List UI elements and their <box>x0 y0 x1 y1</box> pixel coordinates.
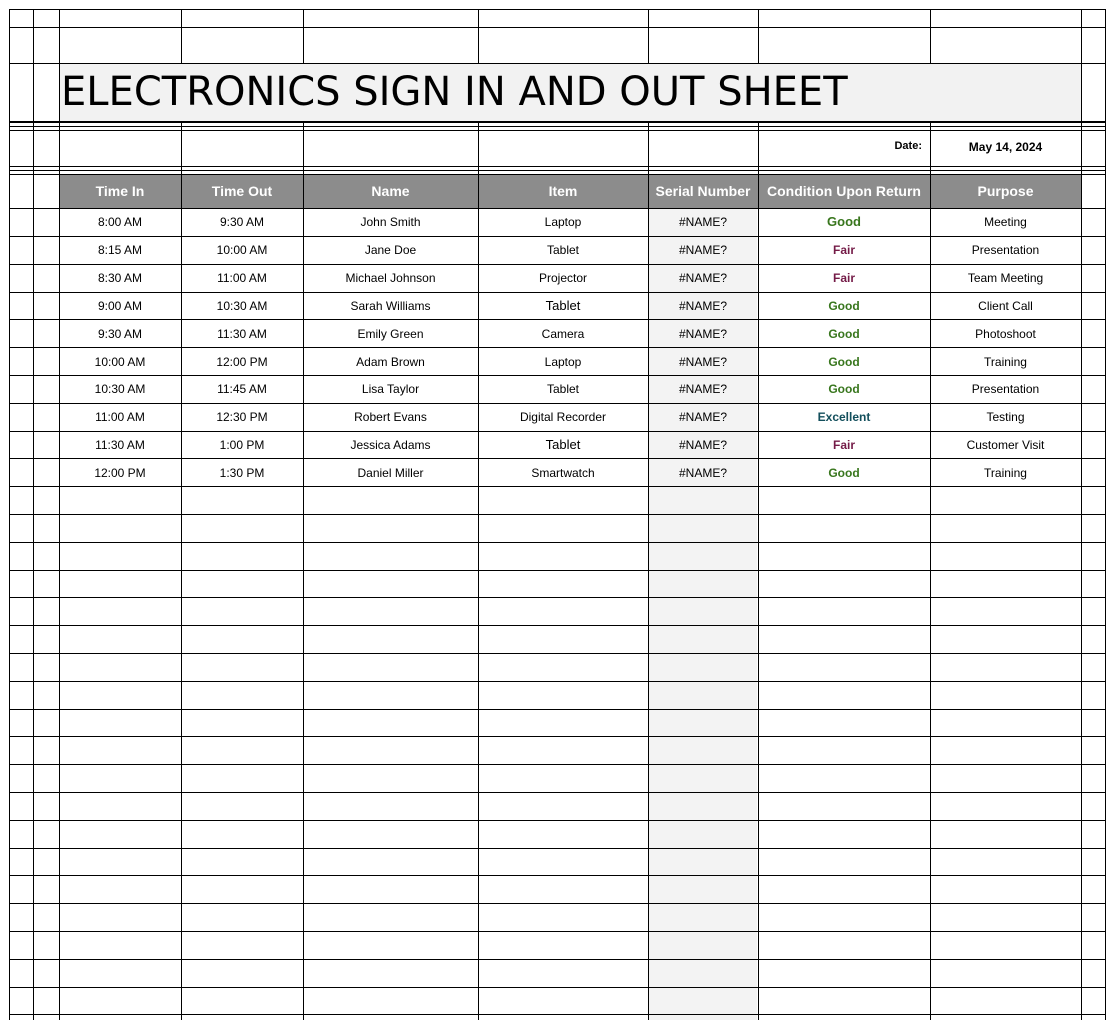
table-cell-name[interactable]: Sarah Williams <box>350 299 431 313</box>
table-cell-serial[interactable]: #NAME? <box>678 299 728 313</box>
grid-hline <box>9 820 1106 821</box>
grid-vline <box>1105 9 1106 1020</box>
grid-hline <box>9 27 1106 28</box>
table-cell-time-in[interactable]: 10:00 AM <box>94 355 146 369</box>
grid-hline <box>9 63 1106 64</box>
column-header[interactable]: Purpose <box>977 183 1034 199</box>
grid-hline <box>9 625 1106 626</box>
grid-vline <box>930 9 931 63</box>
grid-hline <box>9 542 1106 543</box>
table-cell-condition[interactable]: Good <box>828 355 860 369</box>
table-cell-time-out[interactable]: 10:00 AM <box>216 243 268 257</box>
grid-hline <box>9 736 1106 737</box>
column-header[interactable]: Time Out <box>211 183 273 199</box>
grid-hline <box>9 597 1106 598</box>
table-cell-purpose[interactable]: Meeting <box>984 215 1027 229</box>
column-header[interactable]: Serial Number <box>655 183 751 199</box>
grid-hline <box>9 170 1106 171</box>
grid-hline <box>9 1014 1106 1015</box>
grid-vline <box>303 9 304 63</box>
table-cell-serial[interactable]: #NAME? <box>678 327 728 341</box>
table-cell-item[interactable]: Projector <box>538 271 588 285</box>
date-value[interactable]: May 14, 2024 <box>968 140 1043 154</box>
table-cell-time-in[interactable]: 12:00 PM <box>94 466 146 480</box>
table-cell-time-in[interactable]: 10:30 AM <box>94 382 146 396</box>
grid-hline <box>9 653 1106 654</box>
table-cell-serial[interactable]: #NAME? <box>678 410 728 424</box>
grid-hline <box>9 987 1106 988</box>
column-header[interactable]: Item <box>548 183 578 199</box>
grid-vline <box>648 9 649 63</box>
grid-hline <box>9 9 1106 10</box>
grid-hline <box>9 959 1106 960</box>
grid-hline <box>9 514 1106 515</box>
table-cell-serial[interactable]: #NAME? <box>678 271 728 285</box>
table-cell-condition[interactable]: Fair <box>832 271 855 285</box>
table-cell-purpose[interactable]: Customer Visit <box>966 438 1045 452</box>
table-cell-condition[interactable]: Fair <box>832 243 855 257</box>
table-cell-item[interactable]: Tablet <box>546 243 580 257</box>
grid-vline <box>59 9 60 1020</box>
column-header[interactable]: Condition Upon Return <box>767 183 921 199</box>
grid-vline <box>1081 9 1082 1020</box>
table-cell-name[interactable]: Emily Green <box>357 327 424 341</box>
table-cell-time-out[interactable]: 11:00 AM <box>217 271 267 285</box>
grid-hline <box>9 709 1106 710</box>
table-cell-time-out[interactable]: 1:30 PM <box>219 466 265 480</box>
table-cell-time-in[interactable]: 8:00 AM <box>97 215 143 229</box>
table-cell-item[interactable]: Digital Recorder <box>519 410 607 424</box>
grid-vline <box>758 9 759 63</box>
table-cell-item[interactable]: Tablet <box>546 382 580 396</box>
table-cell-time-in[interactable]: 8:15 AM <box>97 243 143 257</box>
table-cell-time-in[interactable]: 11:00 AM <box>95 410 145 424</box>
grid-vline <box>33 9 34 1020</box>
table-cell-item[interactable]: Laptop <box>544 355 582 369</box>
table-cell-purpose[interactable]: Team Meeting <box>967 271 1044 285</box>
table-cell-time-out[interactable]: 9:30 AM <box>219 215 265 229</box>
table-cell-name[interactable]: John Smith <box>360 215 421 229</box>
table-cell-name[interactable]: Jane Doe <box>364 243 417 257</box>
grid-hline <box>9 764 1106 765</box>
table-cell-condition[interactable]: Good <box>828 382 860 396</box>
date-label[interactable]: Date: <box>894 140 922 152</box>
table-cell-purpose[interactable]: Presentation <box>971 243 1040 257</box>
table-cell-name[interactable]: Daniel Miller <box>357 466 424 480</box>
table-cell-condition[interactable]: Good <box>827 214 861 229</box>
table-cell-purpose[interactable]: Client Call <box>978 299 1033 313</box>
table-cell-purpose[interactable]: Testing <box>986 410 1025 424</box>
grid-hline <box>9 126 1106 127</box>
table-cell-time-out[interactable]: 12:30 PM <box>216 410 268 424</box>
table-cell-time-out[interactable]: 11:30 AM <box>217 327 267 341</box>
grid-hline <box>9 166 1106 167</box>
column-header[interactable]: Time In <box>95 183 145 199</box>
table-cell-serial[interactable]: #NAME? <box>678 243 728 257</box>
table-cell-purpose[interactable]: Presentation <box>971 382 1040 396</box>
grid-vline <box>478 9 479 63</box>
grid-hline <box>9 903 1106 904</box>
table-cell-name[interactable]: Adam Brown <box>356 355 425 369</box>
table-cell-time-in[interactable]: 9:30 AM <box>97 327 143 341</box>
table-cell-time-out[interactable]: 10:30 AM <box>216 299 268 313</box>
table-cell-serial[interactable]: #NAME? <box>678 466 728 480</box>
table-cell-purpose[interactable]: Photoshoot <box>975 327 1036 341</box>
table-cell-serial[interactable]: #NAME? <box>678 382 728 396</box>
table-cell-condition[interactable]: Good <box>828 327 860 341</box>
table-cell-serial[interactable]: #NAME? <box>678 215 728 229</box>
table-cell-time-out[interactable]: 1:00 PM <box>219 438 265 452</box>
grid-vline <box>9 9 10 1020</box>
table-cell-condition[interactable]: Excellent <box>817 410 871 424</box>
grid-vline <box>181 9 182 63</box>
sheet-title[interactable]: ELECTRONICS SIGN IN AND OUT SHEET <box>61 69 848 115</box>
table-cell-time-in[interactable]: 11:30 AM <box>95 438 145 452</box>
table-cell-purpose[interactable]: Training <box>984 355 1027 369</box>
table-cell-serial[interactable]: #NAME? <box>678 438 728 452</box>
grid-hline <box>9 681 1106 682</box>
table-cell-time-in[interactable]: 9:00 AM <box>97 299 143 313</box>
grid-hline <box>9 570 1106 571</box>
table-cell-item[interactable]: Tablet <box>545 298 581 313</box>
table-cell-time-out[interactable]: 12:00 PM <box>216 355 268 369</box>
grid-hline <box>9 931 1106 932</box>
table-cell-name[interactable]: Michael Johnson <box>345 271 436 285</box>
table-cell-time-out[interactable]: 11:45 AM <box>217 382 267 396</box>
table-cell-serial[interactable]: #NAME? <box>678 355 728 369</box>
table-cell-condition[interactable]: Fair <box>832 438 855 452</box>
grid-hline <box>9 130 1106 131</box>
table-cell-item[interactable]: Camera <box>541 327 585 341</box>
table-cell-condition[interactable]: Good <box>828 299 860 313</box>
grid-hline <box>9 792 1106 793</box>
table-cell-name[interactable]: Lisa Taylor <box>361 382 420 396</box>
grid-hline <box>9 875 1106 876</box>
table-cell-name[interactable]: Jessica Adams <box>350 438 431 452</box>
table-cell-name[interactable]: Robert Evans <box>354 410 427 424</box>
column-header[interactable]: Name <box>371 183 410 199</box>
table-cell-item[interactable]: Tablet <box>545 437 581 452</box>
table-cell-purpose[interactable]: Training <box>984 466 1027 480</box>
table-cell-time-in[interactable]: 8:30 AM <box>97 271 143 285</box>
grid-hline <box>9 121 1106 123</box>
table-cell-item[interactable]: Smartwatch <box>531 466 595 480</box>
grid-hline <box>9 848 1106 849</box>
table-cell-item[interactable]: Laptop <box>544 215 582 229</box>
table-cell-condition[interactable]: Good <box>828 466 860 480</box>
